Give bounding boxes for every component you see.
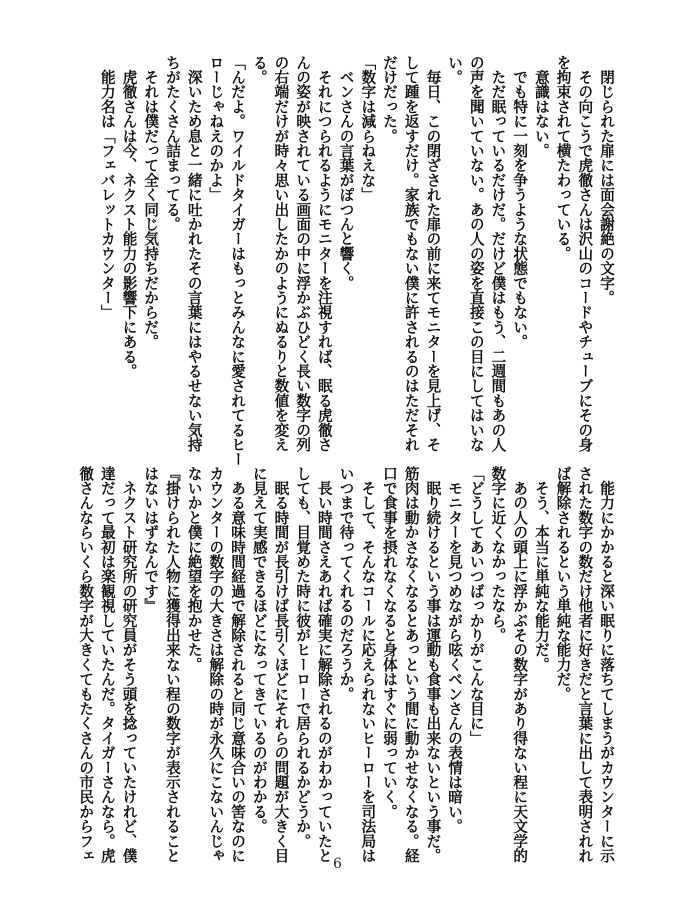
upper-text-line: い。 [446, 55, 464, 85]
lower-text-block [57, 466, 617, 863]
lower-text-line: 能力にかかると深い眠りに落ちてしまうがカウンターに示 [598, 466, 615, 863]
upper-text-line: して踵を返すだけ。家族でもない僕に許されるのはただそれ [402, 55, 420, 452]
lower-text-line: いつまで待ってくれるのだろうか。 [337, 466, 355, 702]
lower-text-line: そう、本当に単純な能力だ。 [532, 466, 550, 672]
upper-text-line: の声を聞いていない。あの人の姿を直接この目にしてはいな [467, 55, 485, 452]
lower-text-line: 徹さんならいくら数字が大きくてもたくさんの市民からフェ [77, 466, 95, 863]
lower-text-line: そして、そんなコールに応えられないヒーローを司法局は [359, 466, 377, 863]
lower-text-line: された数字の数だけ他者に好きだと言葉に出して表明されれ [576, 466, 594, 863]
lower-text-line: 筋肉は動かさなくなるとあっという間に動かせなくなる。経 [402, 466, 420, 863]
upper-text-line: ただ眠っているだけだ。だけど僕はもう、二週間もあの人 [489, 55, 507, 452]
upper-text-line: の右端だけが時々思い出したかのようにぬるりと数値を変え [272, 55, 290, 452]
lower-text-line: 『掛けられた人物に獲得出来ない程の数字が表示されること [163, 466, 181, 863]
upper-text-line: 虎徹さんは今、ネクスト能力の影響下にある。 [120, 55, 138, 379]
upper-text-line: る。 [250, 55, 268, 85]
upper-text-line: それにつられるようにモニターを注視すれば、眠る虎徹さ [315, 55, 333, 452]
lower-text-line: 「どうしてあいつばっかりがこんな目に」 [467, 466, 485, 746]
upper-text-line: 「んだよ。ワイルドタイガーはもっとみんなに愛されてるヒー [229, 55, 247, 467]
upper-text-line: だけだった。 [380, 55, 398, 144]
upper-text-line: その向こうで虎徹さんは沢山のコードやチューブにその身 [576, 55, 594, 452]
lower-text-line: ネクスト研究所の研究員がそう頭を捻っていたけれど、僕 [120, 466, 138, 863]
lower-text-line: あの人の頭上に浮かぶその数字があり得ない程に天文学的 [511, 466, 529, 863]
lower-text-line: 眠り続けるという事は運動も食事も出来ないという事だ。 [424, 466, 442, 863]
upper-text-line: 深いため息と一緒に吐かれたその言葉にはやるせない気持 [185, 55, 203, 452]
lower-text-line: 長い時間さえあれば確実に解除されるのがわかっていたと [315, 466, 333, 863]
upper-text-line: 意識はない。 [532, 55, 550, 158]
lower-text-line: 数字に近くなかったなら。 [489, 466, 507, 643]
lower-text-line: 達だって最初は楽観視していたんだ。タイガーさんなら。虎 [98, 466, 116, 863]
upper-text-line: んの姿が映されている画面の中に浮かぶひどく長い数字の列 [294, 55, 312, 452]
upper-text-line: それは僕だって全く同じ気持ちだからだ。 [142, 55, 160, 349]
lower-text-line: しても、目覚めた時に彼がヒーローで居られるかどうか。 [294, 466, 312, 849]
lower-text-line: に見えて実感できるほどになってきているのがわかる。 [250, 466, 268, 834]
upper-text-line: 毎日、この閉ざされた扉の前に来てモニターを見上げ、そ [424, 55, 442, 452]
upper-text-line: 閉じられた扉には面会謝絶の文字。 [598, 55, 615, 305]
upper-text-line: ローじゃねえのかよ」 [207, 55, 225, 202]
upper-text-line: 能力名は「フェバレットカウンター」 [98, 55, 116, 320]
page-number: 6 [333, 856, 342, 872]
lower-text-line: はないはずなんです』 [142, 466, 160, 613]
lower-text-line: ば解除されるという単純な能力だ。 [554, 466, 572, 702]
lower-text-line: 眠る時間が長引けば長引くほどにそれらの問題が大きく目 [272, 466, 290, 863]
lower-text-line: ある意味時間経過で解除されると同じ意味合いの筈なのに [229, 466, 247, 863]
upper-text-line: ベンさんの言葉がぽつんと響く。 [337, 55, 355, 291]
upper-text-line: ちがたくさん詰まってる。 [163, 55, 181, 232]
lower-text-line: 口で食事を摂れなくなると身体はすぐに弱っていく。 [380, 466, 398, 819]
lower-text-line: モニターを見つめながら呟くベンさんの表情は暗い。 [446, 466, 464, 834]
upper-text-line: 「数字は減らねえな」 [359, 55, 377, 202]
lower-text-line: カウンターの数字の大きさは解除の時が永久にこないんじゃ [207, 466, 225, 863]
lower-text-line: ないかと僕に絶望を抱かせた。 [185, 466, 203, 672]
upper-text-line: を拘束されて横たわっている。 [554, 55, 572, 261]
upper-text-line: でも特に一刻を争うような状態でもない。 [511, 55, 529, 349]
upper-text-block [57, 55, 617, 467]
